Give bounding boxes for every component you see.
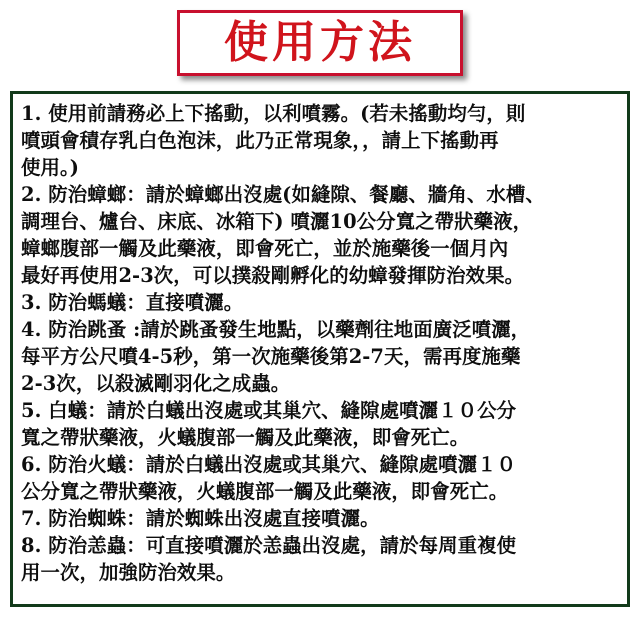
page-title: 使用方法 — [224, 17, 416, 68]
instruction-line: 調理台、爐台、床底、冰箱下) 噴灑10公分寬之帶狀藥液， — [21, 210, 533, 233]
instruction-line: 1. 使用前請務必上下搖動，以利噴霧。(若未搖動均勻，則 — [21, 102, 526, 125]
instruction-line: 蟑螂腹部一觸及此藥液，即會死亡，並於施藥後一個月內 — [21, 237, 509, 260]
instruction-line: 8. 防治恙蟲：可直接噴灑於恙蟲出沒處，請於每周重複使 — [21, 534, 517, 557]
instruction-line: 公分寬之帶狀藥液，火蟻腹部一觸及此藥液，即會死亡。 — [21, 480, 509, 503]
instruction-line: 4. 防治跳蚤 :請於跳蚤發生地點，以藥劑往地面廣泛噴灑， — [21, 318, 531, 341]
instruction-line: 用一次，加強防治效果。 — [21, 561, 236, 584]
instruction-line: 5. 白蟻：請於白蟻出沒處或其巢穴、縫隙處噴灑１０公分 — [21, 399, 517, 422]
instruction-line: 最好再使用2-3次，可以撲殺剛孵化的幼蟑發揮防治效果。 — [21, 264, 525, 287]
instructions-box — [10, 91, 630, 607]
instruction-line: 使用。) — [21, 156, 80, 179]
instruction-line: 寬之帶狀藥液，火蟻腹部一觸及此藥液，即會死亡。 — [21, 426, 470, 449]
instruction-line: 7. 防治蜘蛛：請於蜘蛛出沒處直接噴灑。 — [21, 507, 380, 530]
instruction-line: 噴頭會積存乳白色泡沫，此乃正常現象，，請上下搖動再 — [21, 129, 499, 152]
instruction-line: 3. 防治螞蟻：直接噴灑。 — [21, 291, 244, 314]
instruction-line: 每平方公尺噴4-5秒，第一次施藥後第2-7天，需再度施藥 — [21, 345, 521, 368]
title-box — [177, 10, 463, 76]
instruction-line: 6. 防治火蟻：請於白蟻出沒處或其巢穴、縫隙處噴灑１０ — [21, 453, 517, 476]
instruction-line: 2-3次，以殺滅剛羽化之成蟲。 — [21, 372, 291, 395]
instruction-line: 2. 防治蟑螂：請於蟑螂出沒處(如縫隙、餐廳、牆角、水槽、 — [21, 183, 545, 206]
